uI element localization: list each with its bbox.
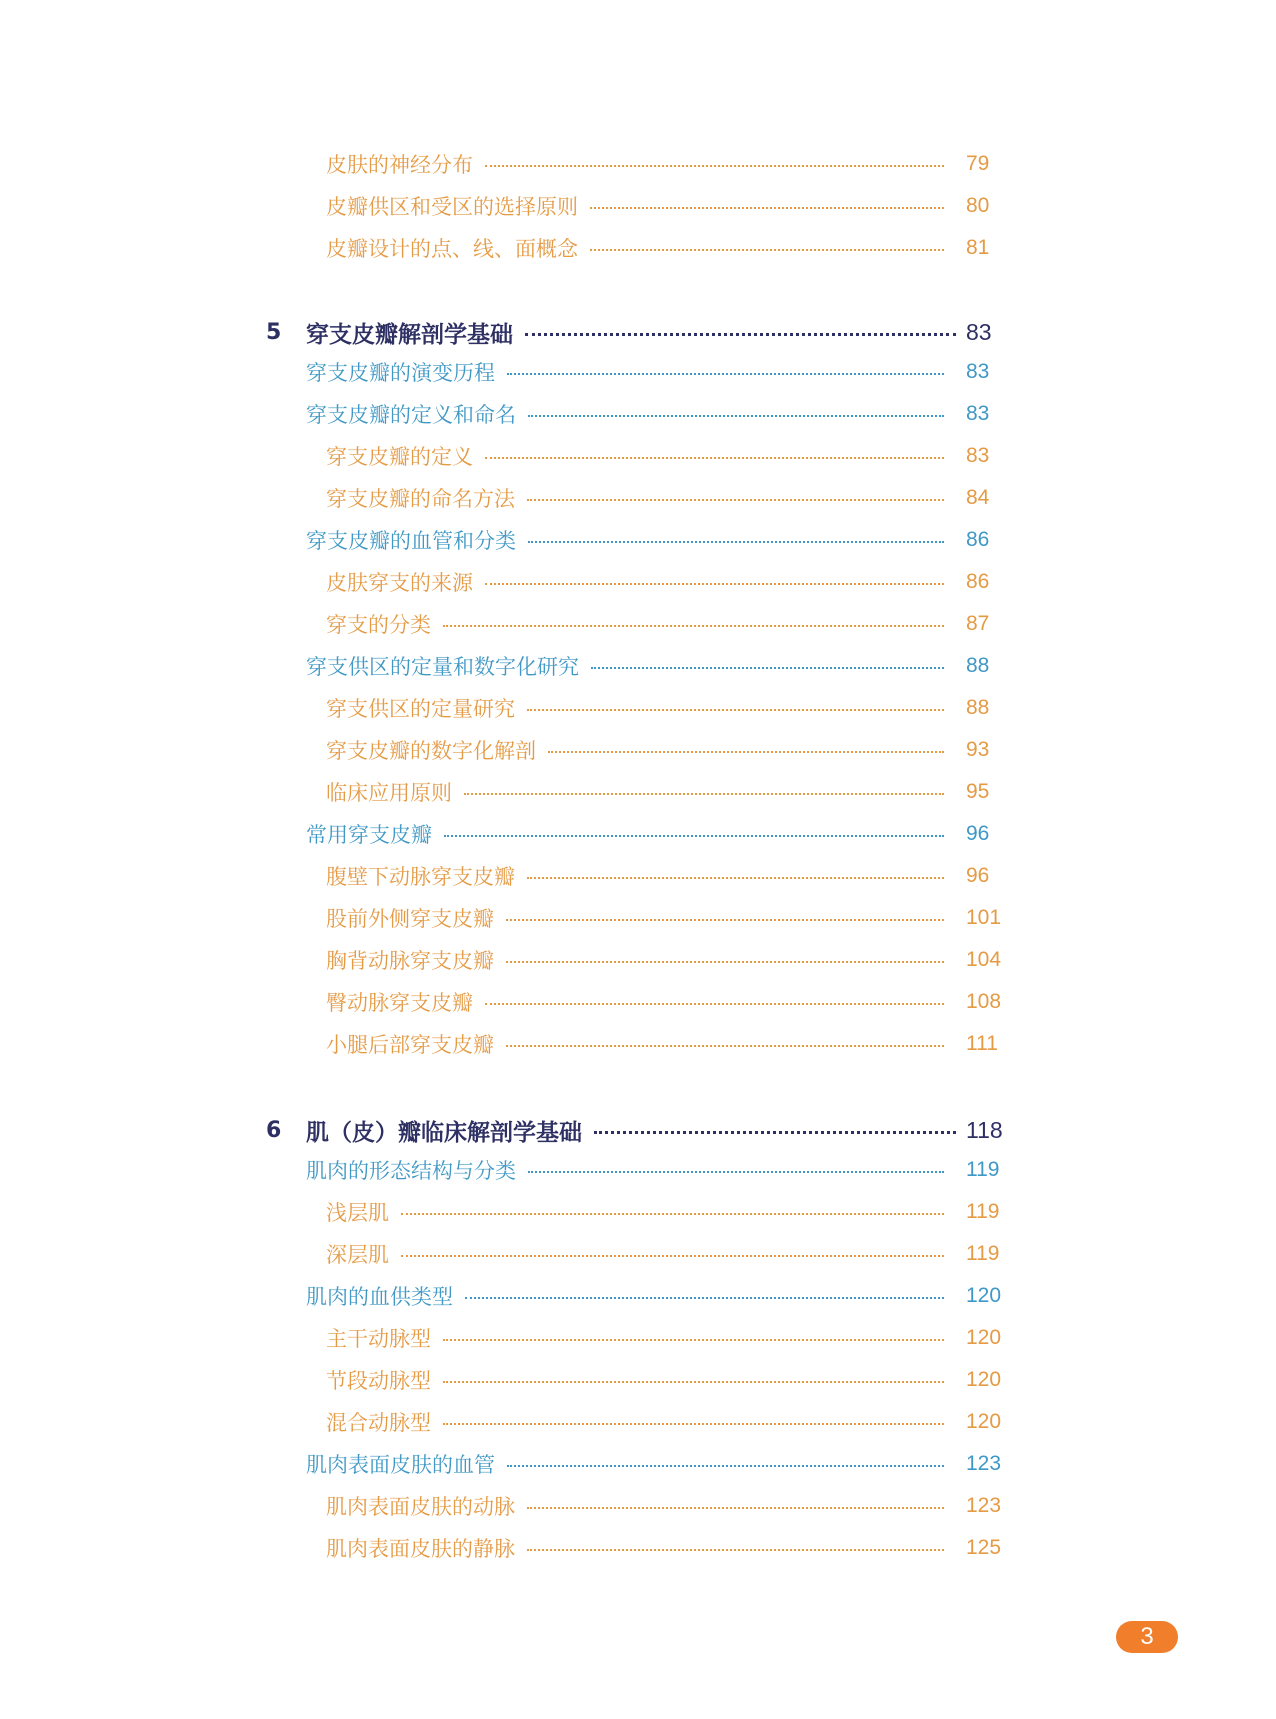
toc-entry-page: 88 xyxy=(966,696,990,719)
toc-subsection-entry xyxy=(326,146,1006,182)
toc-entry-page: 104 xyxy=(966,948,1002,971)
toc-entry-page: 83 xyxy=(966,318,992,345)
toc-dot-leader xyxy=(527,1549,944,1551)
toc-entry-title: 皮瓣设计的点、线、面概念 xyxy=(326,237,578,261)
toc-dot-leader xyxy=(485,1003,944,1005)
toc-subsection-entry xyxy=(326,1026,1006,1062)
toc-entry-title: 臀动脉穿支皮瓣 xyxy=(326,991,473,1015)
toc-dot-leader xyxy=(443,1423,944,1425)
toc-dot-leader xyxy=(591,667,944,669)
toc-entry-page: 86 xyxy=(966,528,990,551)
toc-entry-page: 84 xyxy=(966,486,990,509)
toc-dot-leader xyxy=(527,877,944,879)
toc-subsection-entry xyxy=(326,732,1006,768)
toc-dot-leader xyxy=(528,541,944,543)
toc-entry-title: 胸背动脉穿支皮瓣 xyxy=(326,949,494,973)
toc-entry-page: 120 xyxy=(966,1326,1002,1349)
toc-entry-title: 浅层肌 xyxy=(326,1201,389,1225)
toc-entry-page: 88 xyxy=(966,654,990,677)
toc-dot-leader xyxy=(506,1045,944,1047)
toc-subsection-entry xyxy=(326,480,1006,516)
toc-entry-title: 肌肉的形态结构与分类 xyxy=(306,1159,516,1183)
toc-entry-page: 93 xyxy=(966,738,990,761)
toc-dot-leader xyxy=(485,583,944,585)
toc-dot-leader xyxy=(590,207,944,209)
toc-dot-leader xyxy=(465,1297,944,1299)
toc-dot-leader xyxy=(525,333,956,336)
toc-entry-title: 穿支皮瓣解剖学基础 xyxy=(306,321,513,348)
toc-entry-page: 108 xyxy=(966,990,1002,1013)
toc-entry-page: 81 xyxy=(966,236,990,259)
toc-section-entry xyxy=(306,396,1006,432)
toc-dot-leader xyxy=(506,919,944,921)
toc-section-entry xyxy=(306,1446,1006,1482)
toc-entry-title: 穿支供区的定量和数字化研究 xyxy=(306,655,579,679)
toc-dot-leader xyxy=(464,793,944,795)
toc-section-entry xyxy=(306,1278,1006,1314)
toc-dot-leader xyxy=(485,165,944,167)
toc-entry-title: 临床应用原则 xyxy=(326,781,452,805)
toc-entry-title: 皮肤穿支的来源 xyxy=(326,571,473,595)
toc-entry-title: 深层肌 xyxy=(326,1243,389,1267)
toc-subsection-entry xyxy=(326,984,1006,1020)
toc-subsection-entry xyxy=(326,1194,1006,1230)
toc-subsection-entry xyxy=(326,1320,1006,1356)
toc-dot-leader xyxy=(527,1507,944,1509)
toc-entry-page: 123 xyxy=(966,1452,1002,1475)
toc-subsection-entry xyxy=(326,858,1006,894)
toc-subsection-entry xyxy=(326,564,1006,600)
toc-entry-title: 穿支皮瓣的数字化解剖 xyxy=(326,739,536,763)
toc-entry-title: 肌（皮）瓣临床解剖学基础 xyxy=(306,1119,582,1146)
toc-dot-leader xyxy=(527,499,944,501)
toc-dot-leader xyxy=(444,835,944,837)
toc-entry-title: 穿支皮瓣的命名方法 xyxy=(326,487,515,511)
toc-entry-title: 常用穿支皮瓣 xyxy=(306,823,432,847)
toc-subsection-entry xyxy=(326,188,1006,224)
toc-subsection-entry xyxy=(326,1236,1006,1272)
toc-entry-page: 123 xyxy=(966,1494,1002,1517)
toc-entry-page: 119 xyxy=(966,1242,1000,1265)
toc-dot-leader xyxy=(485,457,944,459)
toc-subsection-entry xyxy=(326,1404,1006,1440)
toc-subsection-entry xyxy=(326,1488,1006,1524)
toc-dot-leader xyxy=(527,709,944,711)
toc-entry-page: 96 xyxy=(966,864,990,887)
toc-dot-leader xyxy=(506,961,944,963)
toc-dot-leader xyxy=(443,625,944,627)
toc-dot-leader xyxy=(401,1255,944,1257)
toc-subsection-entry xyxy=(326,230,1006,266)
toc-entry-page: 87 xyxy=(966,612,990,635)
toc-entry-title: 穿支皮瓣的定义和命名 xyxy=(306,403,516,427)
toc-section-entry xyxy=(306,354,1006,390)
toc-dot-leader xyxy=(594,1131,956,1134)
toc-entry-page: 118 xyxy=(966,1116,1003,1143)
toc-subsection-entry xyxy=(326,690,1006,726)
toc-entry-page: 119 xyxy=(966,1200,1000,1223)
toc-dot-leader xyxy=(528,415,944,417)
toc-entry-page: 119 xyxy=(966,1158,1000,1181)
toc-entry-title: 混合动脉型 xyxy=(326,1411,431,1435)
toc-chapter-number: 5 xyxy=(266,319,282,345)
toc-dot-leader xyxy=(590,249,944,251)
toc-entry-page: 83 xyxy=(966,360,990,383)
toc-entry-title: 肌肉表面皮肤的静脉 xyxy=(326,1537,515,1561)
toc-entry-page: 120 xyxy=(966,1368,1002,1391)
toc-section-entry xyxy=(306,1152,1006,1188)
toc-entry-title: 股前外侧穿支皮瓣 xyxy=(326,907,494,931)
toc-entry-page: 120 xyxy=(966,1284,1002,1307)
toc-entry-page: 86 xyxy=(966,570,990,593)
toc-entry-page: 79 xyxy=(966,152,990,175)
toc-dot-leader xyxy=(507,373,944,375)
toc-entry-title: 节段动脉型 xyxy=(326,1369,431,1393)
toc-entry-page: 95 xyxy=(966,780,990,803)
toc-subsection-entry xyxy=(326,774,1006,810)
toc-subsection-entry xyxy=(326,942,1006,978)
toc-entry-title: 穿支皮瓣的演变历程 xyxy=(306,361,495,385)
toc-section-entry xyxy=(306,816,1006,852)
toc-dot-leader xyxy=(548,751,944,753)
toc-entry-title: 皮肤的神经分布 xyxy=(326,153,473,177)
toc-chapter-entry xyxy=(266,314,1006,350)
toc-subsection-entry xyxy=(326,1530,1006,1566)
toc-chapter-number: 6 xyxy=(266,1117,282,1143)
toc-entry-title: 穿支的分类 xyxy=(326,613,431,637)
toc-dot-leader xyxy=(443,1381,944,1383)
page-number-badge: 3 xyxy=(1116,1621,1178,1653)
toc-entry-title: 主干动脉型 xyxy=(326,1327,431,1351)
toc-dot-leader xyxy=(443,1339,944,1341)
toc-entry-title: 穿支皮瓣的定义 xyxy=(326,445,473,469)
toc-entry-page: 125 xyxy=(966,1536,1002,1559)
toc-entry-title: 小腿后部穿支皮瓣 xyxy=(326,1033,494,1057)
toc-entry-title: 皮瓣供区和受区的选择原则 xyxy=(326,195,578,219)
toc-subsection-entry xyxy=(326,900,1006,936)
toc-entry-page: 80 xyxy=(966,194,990,217)
toc-subsection-entry xyxy=(326,1362,1006,1398)
toc-entry-title: 腹壁下动脉穿支皮瓣 xyxy=(326,865,515,889)
toc-dot-leader xyxy=(528,1171,944,1173)
toc-entry-page: 96 xyxy=(966,822,990,845)
toc-subsection-entry xyxy=(326,438,1006,474)
toc-entry-title: 穿支供区的定量研究 xyxy=(326,697,515,721)
toc-entry-page: 111 xyxy=(966,1032,998,1055)
toc-entry-title: 肌肉表面皮肤的血管 xyxy=(306,1453,495,1477)
toc-dot-leader xyxy=(507,1465,944,1467)
toc-entry-page: 120 xyxy=(966,1410,1002,1433)
toc-dot-leader xyxy=(401,1213,944,1215)
toc-section-entry xyxy=(306,522,1006,558)
toc-entry-title: 肌肉的血供类型 xyxy=(306,1285,453,1309)
toc-entry-title: 肌肉表面皮肤的动脉 xyxy=(326,1495,515,1519)
toc-subsection-entry xyxy=(326,606,1006,642)
toc-chapter-entry xyxy=(266,1112,1006,1148)
toc-entry-title: 穿支皮瓣的血管和分类 xyxy=(306,529,516,553)
toc-section-entry xyxy=(306,648,1006,684)
toc-entry-page: 101 xyxy=(966,906,1002,929)
toc-entry-page: 83 xyxy=(966,402,990,425)
toc-entry-page: 83 xyxy=(966,444,990,467)
